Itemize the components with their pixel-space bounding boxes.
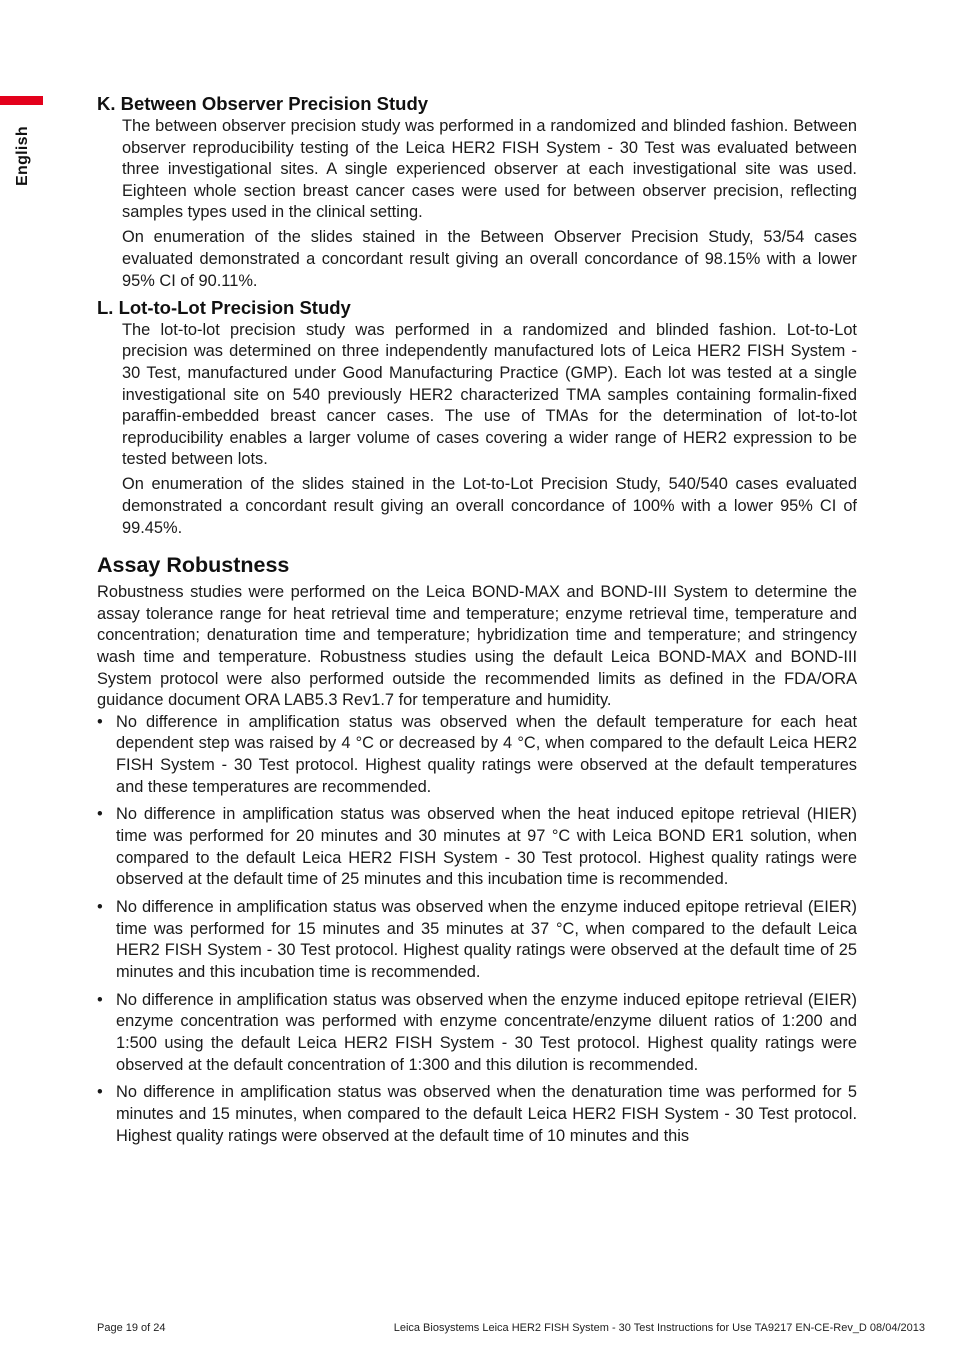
section-k-paragraph-2: On enumeration of the slides stained in the Between Observer Precision Study, 53/54 cases evaluated demonstrated a concordant result giving an overall concordance of 98.15% with a lower 95% CI of 90.11%.: [122, 228, 857, 290]
bullet-icon: •: [97, 712, 103, 731]
list-item: [97, 712, 857, 798]
language-label: English: [14, 126, 31, 186]
language-tab-marker: [0, 96, 43, 105]
list-item-text: No difference in amplification status was observed when the denaturation time was performed for 5 minutes and 15 minutes, when compared to the default Leica HER2 FISH System - 30 Test protocol. Highest quality ratings were observed at the default time of 10 minutes and this: [116, 1083, 857, 1145]
list-item-text: No difference in amplification status was observed when the default temperature for each heat dependent step was raised by 4 °C or decreased by 4 °C, when compared to the default Leica HER2 FISH System - 30 Test protocol. Highest quality ratings were observed at the default temperatures and these temperatures are recommended.: [116, 712, 857, 796]
section-k-paragraph-1: The between observer precision study was performed in a randomized and blinded fashion. Between observer reproducibility testing of the Leica HER2 FISH System - 30 Test was evaluated between three investigational sites. A single experienced observer at each investigational site was used. Eighteen whole section breast cancer cases were used for between observer precision, reflecting samples types used in the clinical setting.: [122, 117, 857, 222]
page-content: [97, 92, 857, 1154]
section-l-paragraph-1: The lot-to-lot precision study was performed in a randomized and blinded fashion. Lot-to-Lot precision was determined on three independently manufactured lots of Leica HER2 FISH System - 30 Test, manufactured under Good Manufacturing Practice (GMP). Each lot was tested at a single investigational site on 540 previously HER2 characterized TMA samples containing formalin-fixed paraffin-embedded breast cancer cases. The use of TMAs for the determination of lot-to-lot reproducibility enables a larger volume of cases covering a wider range of HER2 expression to be tested between lots.: [122, 320, 857, 469]
language-tab: [12, 118, 34, 194]
document-info: Leica Biosystems Leica HER2 FISH System - 30 Test Instructions for Use TA9217 EN-CE-Rev_D 08/04/2013: [393, 1322, 925, 1334]
section-assay-robustness: [97, 551, 857, 1147]
bullet-icon: •: [97, 805, 103, 824]
list-item: [97, 897, 857, 983]
section-lot-to-lot-precision: [97, 296, 857, 539]
bullet-icon: •: [97, 1083, 103, 1102]
list-item: [97, 990, 857, 1076]
section-l-body: [122, 320, 857, 539]
list-item: [97, 804, 857, 890]
robustness-bullet-list: [97, 712, 857, 1147]
section-k-heading: K. Between Observer Precision Study: [97, 93, 429, 114]
section-between-observer-precision: [97, 92, 857, 292]
list-item-text: No difference in amplification status was observed when the enzyme induced epitope retrieval (EIER) enzyme concentration was performed with enzyme concentrate/enzyme diluent ratios of 1:200 and 1:500 using the default Leica HER2 FISH System - 30 Test protocol. Highest quality ratings were observed at the default concentration of 1:300 and this dilution is recommended.: [116, 990, 857, 1074]
page-number: Page 19 of 24: [97, 1322, 166, 1334]
section-l-heading: L. Lot-to-Lot Precision Study: [97, 296, 351, 318]
list-item: [97, 1082, 857, 1147]
section-l-paragraph-2: On enumeration of the slides stained in the Lot-to-Lot Precision Study, 540/540 cases evaluated demonstrated a concordant result giving an overall concordance of 100% with a lower 95% CI of 99.45%.: [122, 475, 857, 537]
list-item-text: No difference in amplification status was observed when the enzyme induced epitope retrieval (EIER) time was performed for 15 minutes and 35 minutes at 37 °C, when compared to the default Leica HER2 FISH System - 30 Test protocol. Highest quality ratings were observed at the default time of 25 minutes and this incubation time is recommended.: [116, 898, 857, 981]
bullet-icon: •: [97, 898, 103, 917]
bullet-icon: •: [97, 990, 103, 1009]
section-k-body: [122, 116, 857, 292]
assay-robustness-intro: Robustness studies were performed on the Leica BOND-MAX and BOND-III System to determine the assay tolerance range for heat retrieval time and temperature; enzyme retrieval time, temperature and concentration; denaturation time and temperature; hybridization time and temperature; and stringency wash time and temperature. Robustness studies using the default Leica BOND-MAX and BOND-III System protocol were also performed outside the recommended limits as defined in the FDA/ORA guidance document ORA LAB5.3 Rev1.7 for temperature and humidity.: [97, 583, 857, 710]
assay-robustness-heading: Assay Robustness: [97, 553, 290, 578]
list-item-text: No difference in amplification status was observed when the heat induced epitope retrieval (HIER) time was performed for 20 minutes and 30 minutes at 97 °C with Leica BOND ER1 solution, when compared to the default Leica HER2 FISH System - 30 Test protocol. Highest quality ratings were observed at the default time of 25 minutes and this incubation time is recommended.: [116, 805, 857, 889]
